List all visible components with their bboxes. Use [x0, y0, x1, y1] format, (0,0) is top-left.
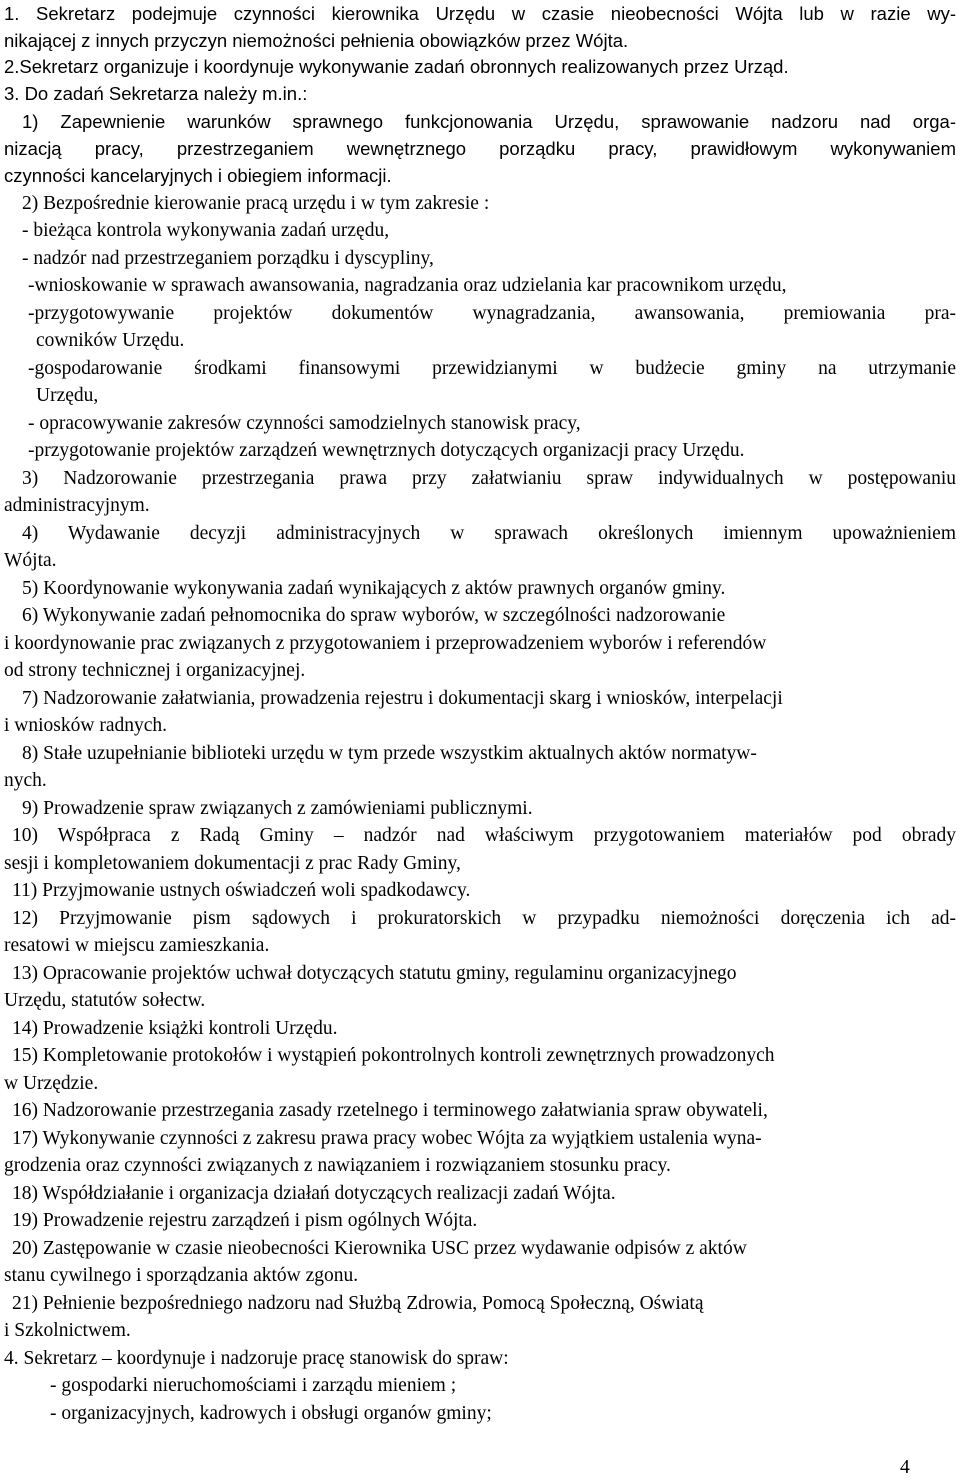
text-line: 3. Do zadań Sekretarza należy m.in.: [4, 83, 308, 104]
text-line: czynności kancelaryjnych i obiegiem informacji. [4, 165, 392, 186]
text-line: 13) Opracowanie projektów uchwał dotyczących statutu gminy, regulaminu organizacyjnego [12, 963, 737, 984]
text-line: 20) Zastępowanie w czasie nieobecności Kierownika USC przez wydawanie odpisów z aktów [12, 1238, 747, 1259]
text-line: 17) Wykonywanie czynności z zakresu prawa pracy wobec Wójta za wyjątkiem ustalenia wyna- [12, 1128, 762, 1149]
text-line: - gospodarki nieruchomościami i zarządu mieniem ; [50, 1375, 457, 1396]
text-line: 9) Prowadzenie spraw związanych z zamówieniami publicznymi. [22, 798, 533, 819]
text-line: nikającej z innych przyczyn niemożności pełnienia obowiązków przez Wójta. [4, 30, 629, 51]
text-line: i koordynowanie prac związanych z przygotowaniem i przeprowadzeniem wyborów i referendów [4, 633, 767, 654]
text-line: Urzędu, [36, 385, 99, 406]
text-line: - opracowywanie zakresów czynności samodzielnych stanowisk pracy, [28, 413, 581, 434]
text-line: 5) Koordynowanie wykonywania zadań wynikających z aktów prawnych organów gminy. [22, 578, 726, 599]
text-line: -wnioskowanie w sprawach awansowania, nagradzania oraz udzielania kar pracownikom urzędu, [28, 275, 787, 296]
text-line: - bieżąca kontrola wykonywania zadań urzędu, [22, 220, 390, 241]
text-line: - nadzór nad przestrzeganiem porządku i dyscypliny, [22, 248, 434, 269]
text-line: i wniosków radnych. [4, 715, 168, 736]
text-line: 15) Kompletowanie protokołów i wystąpień pokontrolnych kontroli zewnętrznych prowadzonych [12, 1045, 775, 1066]
text-line: 18) Współdziałanie i organizacja działań dotyczących realizacji zadań Wójta. [12, 1183, 616, 1204]
text-line: stanu cywilnego i sporządzania aktów zgonu. [4, 1265, 359, 1286]
text-line: 3) Nadzorowanie przestrzegania prawa przy załatwianiu spraw indywidualnych w postępowaniu [22, 468, 956, 489]
text-line: 1) Zapewnienie warunków sprawnego funkcjonowania Urzędu, sprawowanie nadzoru nad orga- [22, 111, 956, 132]
text-line: resatowi w miejscu zamieszkania. [4, 935, 270, 956]
text-line: 2.Sekretarz organizuje i koordynuje wykonywanie zadań obronnych realizowanych przez Urząd. [4, 56, 789, 77]
text-line: 7) Nadzorowanie załatwiania, prowadzenia rejestru i dokumentacji skarg i wniosków, interpelacji [22, 688, 783, 709]
text-line: nizacją pracy, przestrzeganiem wewnętrznego porządku pracy, prawidłowym wykonywaniem [4, 138, 956, 159]
text-line: cowników Urzędu. [36, 330, 185, 351]
page-number: 4 [900, 1457, 910, 1478]
text-line: 14) Prowadzenie książki kontroli Urzędu. [12, 1018, 338, 1039]
text-line: nych. [4, 770, 47, 791]
text-line: 6) Wykonywanie zadań pełnomocnika do spraw wyborów, w szczególności nadzorowanie [22, 605, 726, 626]
text-line: 11) Przyjmowanie ustnych oświadczeń woli spadkodawcy. [12, 880, 471, 901]
text-line: 1. Sekretarz podejmuje czynności kierownika Urzędu w czasie nieobecności Wójta lub w razie wy- [4, 3, 956, 24]
text-line: 4. Sekretarz – koordynuje i nadzoruje pracę stanowisk do spraw: [4, 1348, 509, 1369]
text-line: administracyjnym. [4, 495, 150, 516]
text-line: sesji i kompletowaniem dokumentacji z prac Rady Gminy, [4, 853, 461, 874]
text-line: 2) Bezpośrednie kierowanie pracą urzędu i w tym zakresie : [22, 193, 490, 214]
text-line: 19) Prowadzenie rejestru zarządzeń i pism ogólnych Wójta. [12, 1210, 478, 1231]
text-line: 16) Nadzorowanie przestrzegania zasady rzetelnego i terminowego załatwiania spraw obywateli, [12, 1100, 768, 1121]
text-line: -przygotowanie projektów zarządzeń wewnętrznych dotyczących organizacji pracy Urzędu. [28, 440, 745, 461]
text-line: grodzenia oraz czynności związanych z nawiązaniem i rozwiązaniem stosunku pracy. [4, 1155, 671, 1176]
text-line: 4) Wydawanie decyzji administracyjnych w sprawach określonych imiennym upoważnieniem [22, 523, 956, 544]
text-line: 12) Przyjmowanie pism sądowych i prokuratorskich w przypadku niemożności doręczenia ich ad- [12, 908, 956, 929]
text-line: 21) Pełnienie bezpośredniego nadzoru nad Służbą Zdrowia, Pomocą Społeczną, Oświatą [12, 1293, 704, 1314]
text-line: i Szkolnictwem. [4, 1320, 131, 1341]
text-line: od strony technicznej i organizacyjnej. [4, 660, 306, 681]
text-line: -gospodarowanie środkami finansowymi przewidzianymi w budżecie gminy na utrzymanie [28, 358, 956, 379]
text-line: Urzędu, statutów sołectw. [4, 990, 206, 1011]
text-line: Wójta. [4, 550, 57, 571]
text-line: 10) Współpraca z Radą Gminy – nadzór nad właściwym przygotowaniem materiałów pod obrady [12, 825, 956, 846]
text-line: 8) Stałe uzupełnianie biblioteki urzędu w tym przede wszystkim aktualnych aktów normatyw- [22, 743, 757, 764]
text-line: - organizacyjnych, kadrowych i obsługi organów gminy; [50, 1403, 492, 1424]
text-line: -przygotowywanie projektów dokumentów wynagradzania, awansowania, premiowania pra- [28, 303, 956, 324]
text-line: w Urzędzie. [4, 1073, 99, 1094]
